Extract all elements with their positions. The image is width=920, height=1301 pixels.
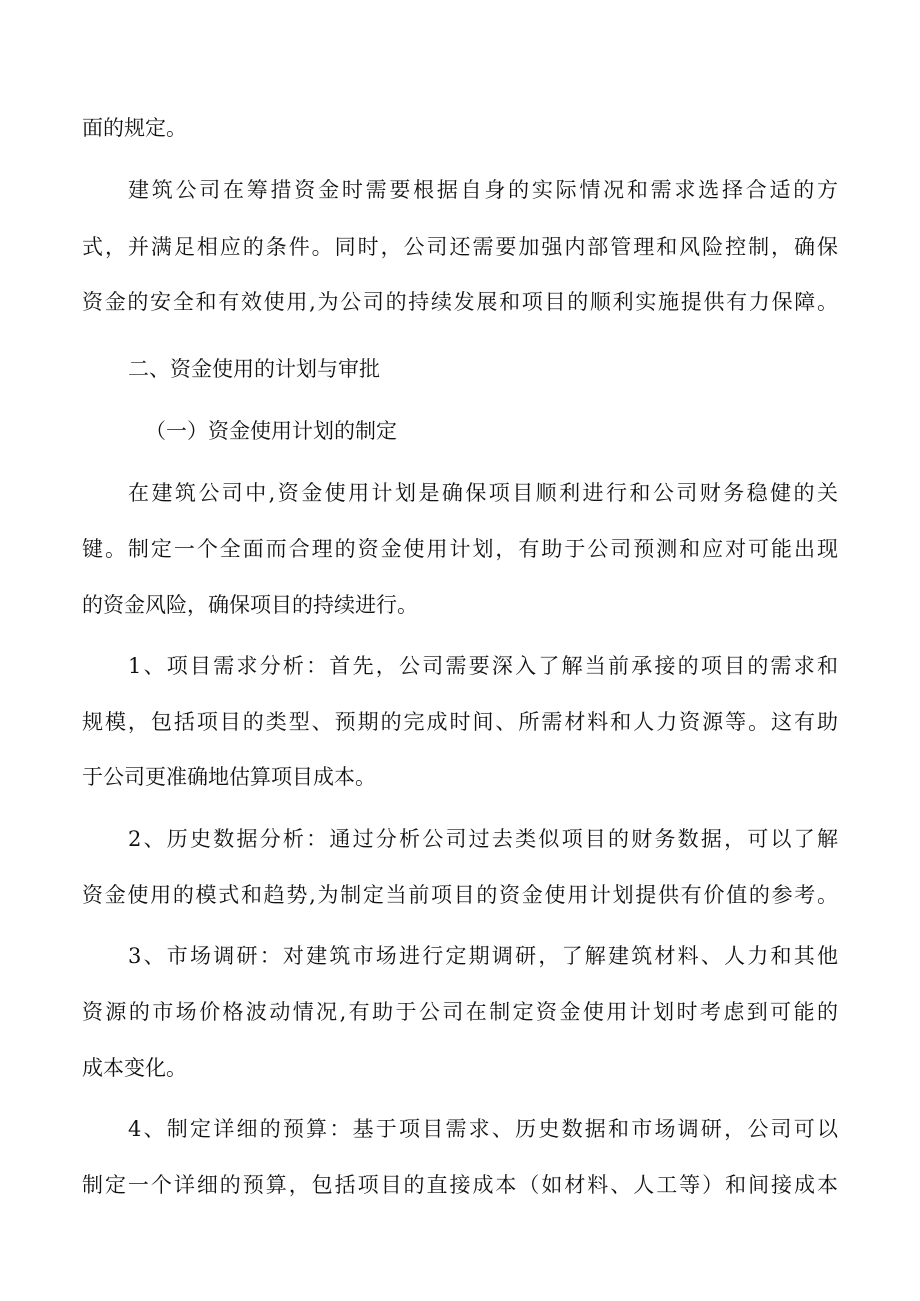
paragraph-item-3-line-3 [0, 1050, 920, 1086]
text-line: 制定一个详细的预算，包括项目的直接成本（如材料、人工等）和间接成本 [82, 1173, 838, 1197]
text-line: 面的规定。 [82, 116, 187, 140]
heading-text: （一）资金使用计划的制定 [145, 419, 397, 443]
text-line: 于公司更准确地估算项目成本。 [82, 765, 376, 789]
text-line: 1、项目需求分析：首先，公司需要深入了解当前承接的项目的需求和 [128, 654, 838, 678]
paragraph-item-2-line-1 [0, 821, 920, 857]
paragraph-funding-summary-line-3 [0, 284, 920, 320]
paragraph-plan-intro-line-1 [0, 475, 920, 511]
paragraph-item-3-line-2 [0, 994, 920, 1030]
paragraph-funding-summary-line-2 [0, 229, 920, 265]
paragraph-item-2-line-2 [0, 877, 920, 913]
paragraph-item-4-line-1 [0, 1111, 920, 1147]
text-line: 资源的市场价格波动情况,有助于公司在制定资金使用计划时考虑到可能的 [82, 1000, 838, 1024]
paragraph-item-1-line-1 [0, 648, 920, 684]
text-line: 资金的安全和有效使用,为公司的持续发展和项目的顺利实施提供有力保障。 [82, 290, 838, 314]
paragraph-item-3-line-1 [0, 938, 920, 974]
paragraph-funding-summary-line-1 [0, 172, 920, 208]
paragraph-plan-intro-line-2 [0, 531, 920, 567]
paragraph-item-4-line-2 [0, 1167, 920, 1203]
subsection-heading [0, 413, 920, 449]
text-line: 式，并满足相应的条件。同时，公司还需要加强内部管理和风险控制，确保 [82, 235, 838, 259]
text-line: 2、历史数据分析：通过分析公司过去类似项目的财务数据，可以了解 [128, 827, 838, 851]
text-line: 3、市场调研：对建筑市场进行定期调研，了解建筑材料、人力和其他 [128, 944, 838, 968]
paragraph-continuation [0, 110, 920, 146]
text-line: 4、制定详细的预算：基于项目需求、历史数据和市场调研，公司可以 [128, 1117, 838, 1141]
text-line: 建筑公司在筹措资金时需要根据自身的实际情况和需求选择合适的方 [128, 178, 838, 202]
text-line: 成本变化。 [82, 1056, 187, 1080]
text-line: 键。制定一个全面而合理的资金使用计划，有助于公司预测和应对可能出现 [82, 537, 838, 561]
text-line: 资金使用的模式和趋势,为制定当前项目的资金使用计划提供有价值的参考。 [82, 883, 838, 907]
text-line: 的资金风险，确保项目的持续进行。 [82, 593, 418, 617]
section-heading [0, 351, 920, 387]
paragraph-plan-intro-line-3 [0, 587, 920, 623]
heading-text: 二、资金使用的计划与审批 [128, 357, 380, 381]
text-line: 在建筑公司中,资金使用计划是确保项目顺利进行和公司财务稳健的关 [128, 481, 838, 505]
text-line: 规模，包括项目的类型、预期的完成时间、所需材料和人力资源等。这有助 [82, 710, 838, 734]
paragraph-item-1-line-2 [0, 704, 920, 740]
paragraph-item-1-line-3 [0, 759, 920, 795]
